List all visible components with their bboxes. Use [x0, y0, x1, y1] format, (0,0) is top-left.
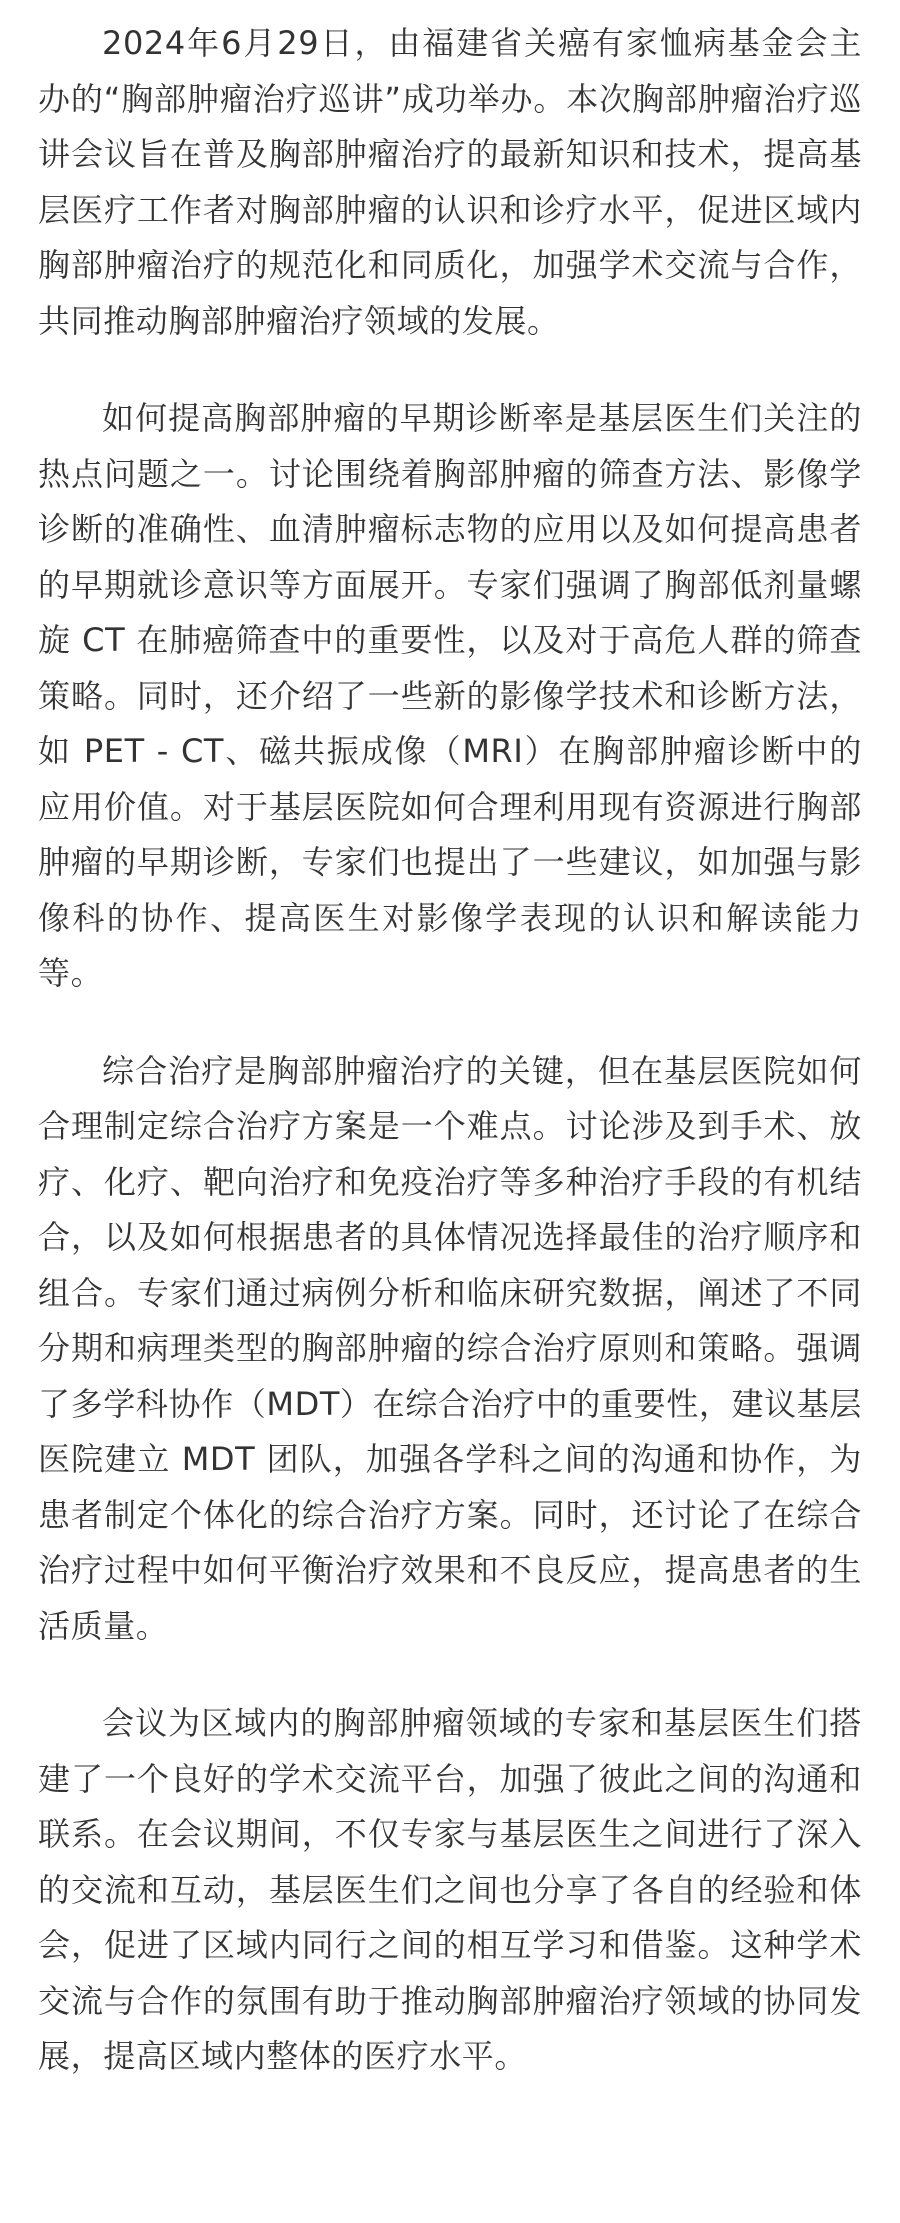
paragraph-early-diagnosis: 如何提高胸部肿瘤的早期诊断率是基层医生们关注的热点问题之一。讨论围绕着胸部肿瘤的筛查方法、影像学诊断的准确性、血清肿瘤标志物的应用以及如何提高患者的早期就诊意识等方面展开。专家们强调了胸部低剂量螺旋 CT 在肺癌筛查中的重要性，以及对于高危人群的筛查策略。同时，还介绍了一些新的影像学技术和诊断方法，如 PET - CT、磁共振成像（MRI）在胸部肿瘤诊断中的应用价值。对于基层医院如何合理利用现有资源进行胸部肿瘤的早期诊断，专家们也提出了一些建议，如加强与影像科的协作、提高医生对影像学表现的认识和解读能力等。 [38, 399, 862, 992]
paragraph-academic-exchange: 会议为区域内的胸部肿瘤领域的专家和基层医生们搭建了一个良好的学术交流平台，加强了彼此之间的沟通和联系。在会议期间，不仅专家与基层医生之间进行了深入的交流和互动，基层医生们之间也分享了各自的经验和体会，促进了区域内同行之间的相互学习和借鉴。这种学术交流与合作的氛围有助于推动胸部肿瘤治疗领域的协同发展，提高区域内整体的医疗水平。 [38, 1704, 862, 2075]
paragraph-comprehensive-treatment: 综合治疗是胸部肿瘤治疗的关键，但在基层医院如何合理制定综合治疗方案是一个难点。讨论涉及到手术、放疗、化疗、靶向治疗和免疫治疗等多种治疗手段的有机结合，以及如何根据患者的具体情况选择最佳的治疗顺序和组合。专家们通过病例分析和临床研究数据，阐述了不同分期和病理类型的胸部肿瘤的综合治疗原则和策略。强调了多学科协作（MDT）在综合治疗中的重要性，建议基层医院建立 MDT 团队，加强各学科之间的沟通和协作，为患者制定个体化的综合治疗方案。同时，还讨论了在综合治疗过程中如何平衡治疗效果和不良反应，提高患者的生活质量。 [38, 1051, 862, 1645]
paragraph-intro: 2024年6月29日，由福建省关癌有家恤病基金会主办的“胸部肿瘤治疗巡讲”成功举办。本次胸部肿瘤治疗巡讲会议旨在普及胸部肿瘤治疗的最新知识和技术，提高基层医疗工作者对胸部肿瘤的认识和诊疗水平，促进区域内胸部肿瘤治疗的规范化和同质化，加强学术交流与合作，共同推动胸部肿瘤治疗领域的发展。 [38, 24, 862, 340]
